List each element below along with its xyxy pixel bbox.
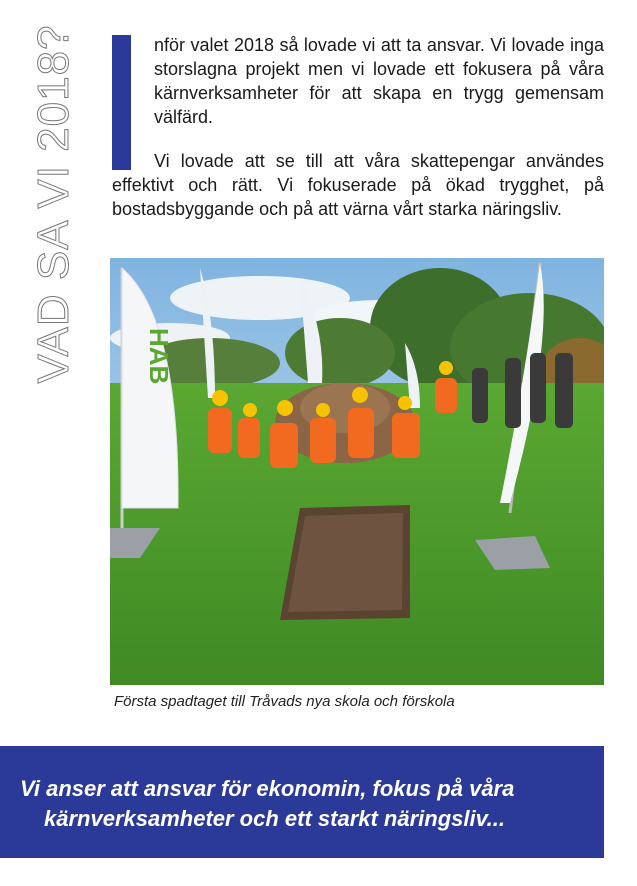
banner-line-2: kärnverksamheter och ett starkt näringsliv... [44, 806, 505, 831]
intro-paragraph-2: Vi lovade att se till att våra skattepengar användes effektivt och rätt. Vi fokuserade på ökad trygghet, på bostadsbyggande och på att värna vårt starka näringsliv. [112, 151, 604, 219]
flag-logo-text: HAB [144, 328, 174, 385]
intro-text [112, 33, 604, 221]
vertical-title-text: VAD SA VI 2018? [29, 24, 78, 384]
photo-caption: Första spadtaget till Tråvads nya skola och förskola [114, 693, 455, 710]
intro-paragraph-1: nför valet 2018 så lovade vi att ta ansvar. Vi lovade inga storslagna projekt men vi lovade ett fokusera på våra kärnverksamheter för att skapa en trygg gemensam välfärd. [154, 35, 604, 127]
vertical-section-title [29, 24, 78, 384]
banner-line-1: Vi anser att ansvar för ekonomin, fokus på våra [20, 776, 515, 801]
groundbreaking-photo [110, 258, 604, 685]
quote-banner [0, 746, 604, 858]
